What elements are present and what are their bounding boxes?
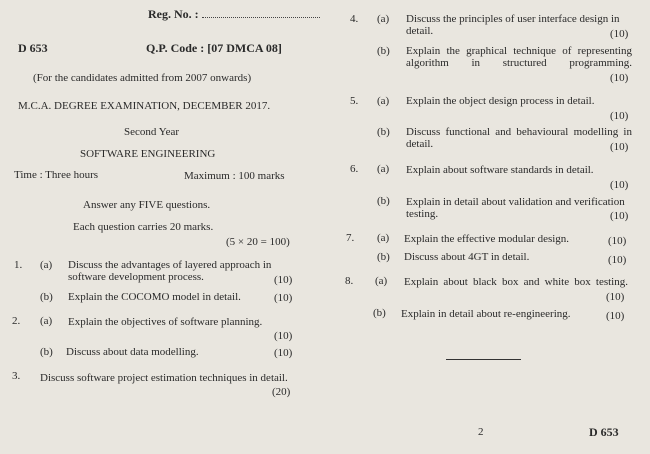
reg-no-label: Reg. No. :	[148, 8, 320, 20]
q8a-text: Explain about black box and white box testing.	[404, 276, 628, 288]
q5b-marks: (10)	[610, 141, 629, 153]
q5b-label: (b)	[377, 126, 390, 138]
q7a-label: (a)	[377, 232, 390, 244]
instruction-answer: Answer any FIVE questions.	[83, 199, 211, 211]
q7-number: 7.	[346, 232, 355, 244]
q8a-marks: (10)	[606, 291, 625, 303]
q3-text: Discuss software project estimation techniques in detail.	[40, 372, 288, 384]
marks-calc: (5 × 20 = 100)	[226, 236, 290, 248]
q2a-label: (a)	[40, 315, 53, 327]
q1a-marks: (10)	[274, 274, 293, 286]
q6b-marks: (10)	[610, 210, 629, 222]
exam-year: Second Year	[124, 126, 179, 138]
q4b-label: (b)	[377, 45, 390, 57]
q8-number: 8.	[345, 275, 354, 287]
q8a-label: (a)	[375, 275, 388, 287]
page-number: 2	[478, 426, 484, 438]
q1b-text: Explain the COCOMO model in detail.	[68, 291, 241, 303]
q1a-label: (a)	[40, 259, 53, 271]
qp-code: Q.P. Code : [07 DMCA 08]	[146, 41, 282, 55]
q7a-marks: (10)	[608, 235, 627, 247]
subject-title: SOFTWARE ENGINEERING	[80, 148, 216, 160]
q2b-marks: (10)	[274, 347, 293, 359]
candidates-note: (For the candidates admitted from 2007 onwards)	[33, 72, 252, 84]
q6a-text: Explain about software standards in detail.	[406, 164, 594, 176]
q6a-marks: (10)	[610, 179, 629, 191]
q1b-label: (b)	[40, 291, 53, 303]
q4a-marks: (10)	[610, 28, 629, 40]
q7b-label: (b)	[377, 251, 390, 263]
time-allowed: Time : Three hours	[14, 169, 99, 181]
q7b-text: Discuss about 4GT in detail.	[404, 251, 530, 263]
q3-marks: (20)	[272, 386, 291, 398]
q4b-text: Explain the graphical technique of representing algorithm in structured programming.	[406, 45, 632, 69]
footer-paper-code: D 653	[589, 425, 619, 439]
q2a-marks: (10)	[274, 330, 293, 342]
q6-number: 6.	[350, 163, 359, 175]
q1b-marks: (10)	[274, 292, 293, 304]
q7b-marks: (10)	[608, 254, 627, 266]
q4a-label: (a)	[377, 13, 390, 25]
q7a-text: Explain the effective modular design.	[404, 233, 570, 245]
q6a-label: (a)	[377, 163, 390, 175]
q2b-text: Discuss about data modelling.	[66, 346, 199, 358]
q2-number: 2.	[12, 315, 21, 327]
q5a-label: (a)	[377, 95, 390, 107]
q4-number: 4.	[350, 13, 359, 25]
q1a-text: Discuss the advantages of layered approach in software development process.	[68, 259, 272, 283]
q3-number: 3.	[12, 370, 21, 382]
reg-no-blank	[202, 8, 320, 18]
q5a-text: Explain the object design process in detail.	[406, 95, 595, 107]
exam-title: M.C.A. DEGREE EXAMINATION, DECEMBER 2017.	[18, 100, 271, 112]
q6b-text: Explain in detail about validation and verification testing.	[406, 196, 625, 220]
q6b-label: (b)	[377, 195, 390, 207]
max-marks: Maximum : 100 marks	[184, 170, 285, 182]
paper-code: D 653	[18, 41, 48, 55]
instruction-marks: Each question carries 20 marks.	[73, 221, 214, 233]
q4b-marks: (10)	[610, 72, 629, 84]
q8b-label: (b)	[373, 307, 386, 319]
q5-number: 5.	[350, 95, 359, 107]
q1-number: 1.	[14, 259, 23, 271]
q8b-marks: (10)	[606, 310, 625, 322]
q5a-marks: (10)	[610, 110, 629, 122]
q2a-text: Explain the objectives of software planning.	[68, 316, 263, 328]
end-rule	[446, 359, 521, 360]
q8b-text: Explain in detail about re-engineering.	[401, 308, 571, 320]
q2b-label: (b)	[40, 346, 53, 358]
q4a-text: Discuss the principles of user interface design in detail.	[406, 13, 620, 37]
q5b-text: Discuss functional and behavioural modelling in detail.	[406, 126, 632, 150]
